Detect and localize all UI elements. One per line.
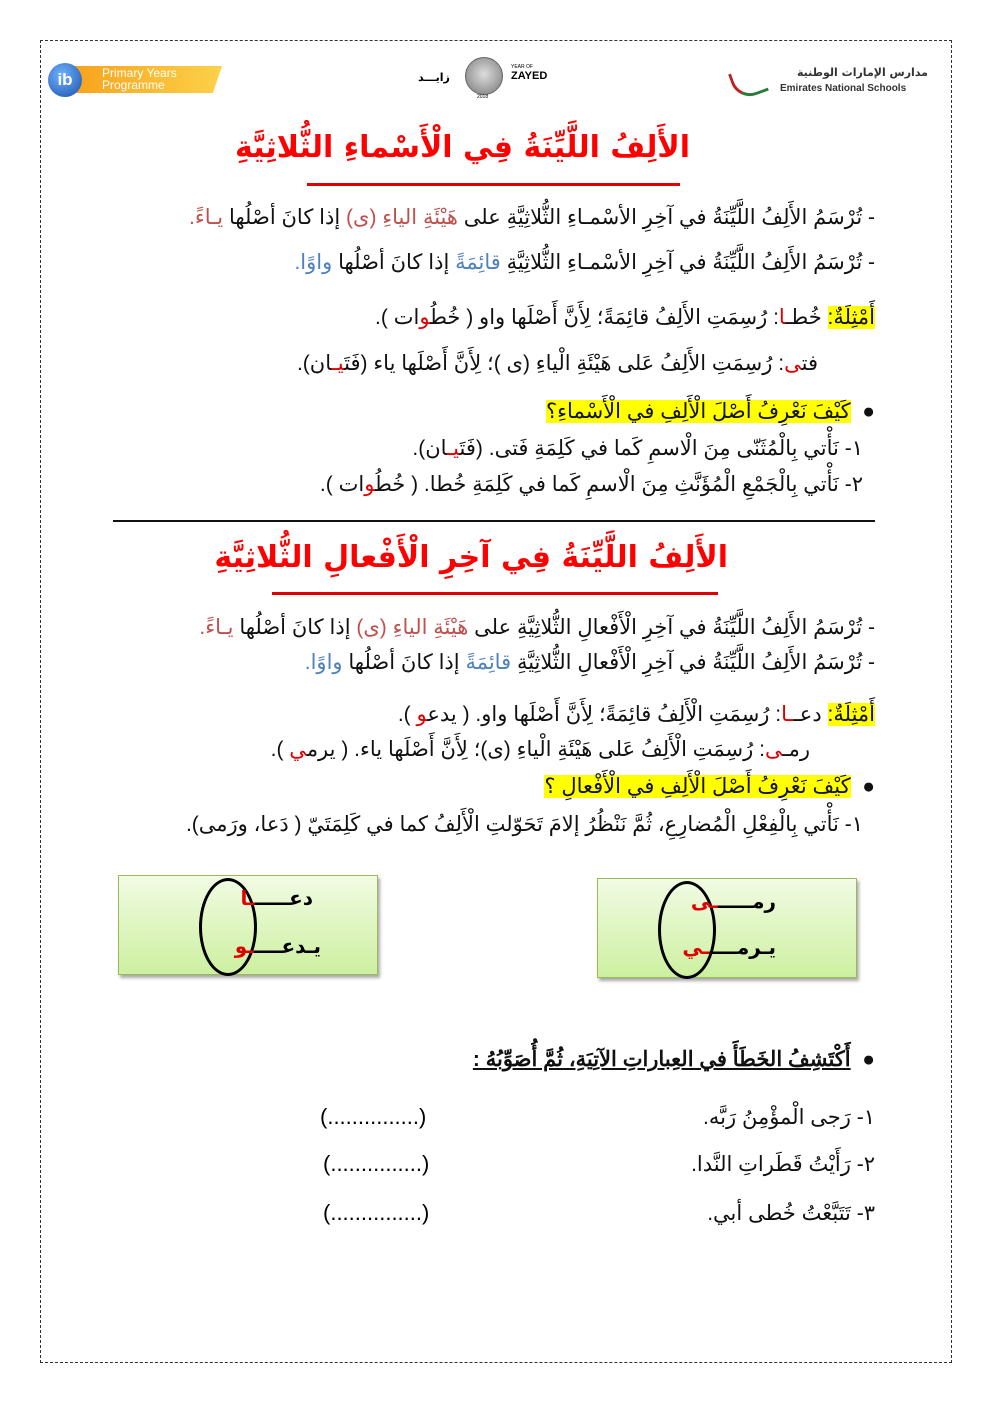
text-segment: ان). bbox=[296, 352, 332, 375]
text-segment: هَيْئَةِ الياءِ (ى) bbox=[346, 206, 458, 229]
text-segment: أَكْتَشِفُ الخَطَأَ في العِباراتِ الآتِيَةِ، ثُمَّ أُصَوِّبُهُ : bbox=[472, 1048, 851, 1071]
text-segment: : رُسِمَتِ الْأَلِفُ عَلى هَيْئَةِ الْياءِ (ى)؛ لِأَنَّ أَصْلَها ياء. ( يرم bbox=[306, 738, 765, 761]
portrait-icon bbox=[465, 57, 503, 95]
exercise-item-3: ٣- تَتَبَّعْتُ خُطى أبي. bbox=[707, 1202, 875, 1225]
zayed-small: YEAR OF bbox=[511, 64, 533, 70]
exercise-item-1: ١- رَجى الْمؤْمِنُ رَبَّه. bbox=[703, 1106, 875, 1129]
text-segment: إذا كانَ أصْلُها bbox=[233, 616, 357, 639]
text-segment: فت bbox=[801, 352, 818, 375]
text-segment: قائِمَةً bbox=[455, 251, 501, 274]
text-segment: ي bbox=[289, 738, 307, 761]
text-segment: كَيْفَ نَعْرِفُ أَصْلَ الْأَلِفِ في الْأَسْماءِ؟ bbox=[546, 400, 851, 423]
text-segment: خُطـ bbox=[785, 306, 828, 329]
text-segment: ان). bbox=[412, 437, 448, 460]
zayed-en: ZAYED bbox=[511, 70, 548, 82]
text-segment: واوًا. bbox=[294, 251, 333, 274]
text-segment: و bbox=[419, 306, 431, 329]
bullet-icon: ● bbox=[850, 400, 875, 423]
exercise-title bbox=[473, 1046, 875, 1074]
text-segment: هَيْئَةِ الياءِ (ى) bbox=[356, 616, 469, 639]
section1-rule2 bbox=[294, 249, 875, 277]
ib-mark-icon: ib bbox=[48, 63, 82, 97]
text-segment: : رُسِمَتِ الْأَلِفُ قائِمَةً؛ لِأَنَّ أَصْلَها واو. ( يدع bbox=[427, 703, 782, 726]
word-yadu bbox=[235, 934, 321, 958]
section2-title: الأَلِفُ اللَّيِّنَةُ فِي آخِرِ الْأَفْعالِ الثُّلاثِيَّةِ bbox=[214, 540, 728, 575]
example-box-daa bbox=[118, 875, 378, 975]
section1-question bbox=[546, 398, 875, 426]
answer-blank-1[interactable]: (...............) bbox=[320, 1104, 427, 1129]
text-segment: - bbox=[862, 616, 875, 639]
text-segment: - bbox=[862, 206, 875, 229]
word-daa bbox=[241, 886, 313, 910]
text-segment: تُرْسَمُ الأَلِفُ اللَّيِّنَةُ في آخِرِ الْأَفْعالِ الثُّلاثِيَّةِ على bbox=[468, 616, 863, 639]
text-segment: ات ). bbox=[375, 306, 420, 329]
text-segment: كَيْفَ نَعْرِفُ أَصْلَ الْأَلِفِ في الْأَفْعالِ ؟ bbox=[544, 775, 851, 798]
text-segment: يـرمــــ bbox=[709, 935, 776, 959]
exercise-item-2: ٢- رَأَيْتُ قَطَراتِ النَّدا. bbox=[691, 1153, 875, 1176]
text-segment: يـدعــــ bbox=[254, 934, 321, 958]
ib-pyp-logo bbox=[48, 63, 226, 97]
section2-rule2 bbox=[305, 649, 875, 677]
section1-way2 bbox=[320, 471, 863, 499]
text-segment: ـا bbox=[781, 703, 794, 726]
section2-example2 bbox=[271, 736, 810, 764]
text-segment: و bbox=[416, 703, 428, 726]
text-segment: ى bbox=[764, 738, 783, 761]
ens-swoosh-icon bbox=[728, 63, 769, 102]
section1-rule1 bbox=[189, 204, 875, 232]
year-of-zayed-logo bbox=[415, 55, 555, 101]
text-segment: تُرْسَمُ الأَلِفُ اللَّيِّنَةُ في آخِرِ الأسْمـاءِ الثُّلاثِيَّةِ bbox=[500, 251, 863, 274]
ens-ar: مدارس الإمارات الوطنية bbox=[797, 66, 928, 79]
text-segment: : رُسِمَتِ الأَلِفُ قائِمَةً؛ لِأَنَّ أَصْلَها واو ( خُطُ bbox=[430, 306, 779, 329]
section2-title-underline bbox=[272, 592, 718, 595]
ens-en: Emirates National Schools bbox=[780, 83, 907, 94]
section2-question bbox=[544, 773, 875, 801]
text-segment: رمـ bbox=[782, 738, 810, 761]
zayed-ar: زايـــد bbox=[418, 71, 450, 84]
section2-way1: ١- نَأْتي بِالْفِعْلِ الْمُضارِعِ، ثُمَّ نَنْظُرُ إلامَ تَحَوّلتِ الْأَلِفُ كما في كَلِمَتَيّ ( دَعا، ورَمى). bbox=[185, 813, 863, 836]
text-segment: يـ bbox=[331, 352, 345, 375]
section2-rule1 bbox=[199, 614, 875, 642]
section-divider bbox=[113, 520, 875, 522]
text-segment: تُرْسَمُ الأَلِفُ اللَّيِّنَةُ في آخِرِ الْأَفْعالِ الثُّلاثِيَّةِ bbox=[511, 651, 863, 674]
text-segment: واوًا. bbox=[304, 651, 343, 674]
text-segment: ى bbox=[784, 352, 802, 375]
text-segment: إذا كانَ أصْلُها bbox=[332, 251, 456, 274]
text-segment: ات ). bbox=[319, 473, 365, 496]
section1-example1 bbox=[375, 304, 875, 332]
text-segment: ). bbox=[270, 738, 290, 761]
ib-line1: Primary Years bbox=[102, 66, 177, 80]
text-segment: إذا كانَ أصْلُها bbox=[342, 651, 466, 674]
example-box-rama bbox=[597, 878, 857, 978]
text-segment: ٢- نَأْتي بِالْجَمْعِ الْمُؤَنَّثِ مِنَ الْاسمِ كَما في كَلِمَةِ خُطا. ( خُطُ bbox=[375, 473, 863, 496]
text-segment: تُرْسَمُ الأَلِفُ اللَّيِّنَةُ في آخِرِ الأسْمـاءِ الثُّلاثِيَّةِ على bbox=[457, 206, 863, 229]
examples-label: أَمْثِلَةٌ: bbox=[827, 306, 875, 329]
text-segment: يـ bbox=[447, 437, 460, 460]
text-segment: ١- نَأْتي بِالْمُثَنّى مِنَ الْاسمِ كَما في كَلِمَةِ فَتى. (فَتَ bbox=[459, 437, 863, 460]
answer-blank-2[interactable]: (...............) bbox=[323, 1151, 430, 1176]
text-segment: ). bbox=[397, 703, 417, 726]
zayed-year: 2018 bbox=[477, 94, 489, 100]
text-segment: يـاءً. bbox=[189, 206, 224, 229]
ens-logo bbox=[732, 62, 932, 98]
section1-way1 bbox=[412, 435, 863, 463]
text-segment: - bbox=[862, 251, 875, 274]
answer-blank-3[interactable]: (...............) bbox=[323, 1200, 430, 1225]
word-rama bbox=[691, 889, 776, 913]
text-segment: دعـــــ bbox=[254, 886, 313, 910]
text-segment: - bbox=[862, 651, 875, 674]
section1-title: الأَلِفُ اللَّيِّنَةُ فِي الْأَسْماءِ الثُّلاثِيَّةِ bbox=[235, 130, 690, 165]
text-segment: يـاءً. bbox=[199, 616, 234, 639]
bullet-icon: ● bbox=[850, 1048, 875, 1071]
text-segment: و bbox=[364, 473, 376, 496]
word-yarmi bbox=[682, 935, 776, 959]
section1-example2 bbox=[297, 350, 818, 378]
ib-line2: Programme bbox=[102, 78, 165, 92]
text-segment: : رُسِمَتِ الأَلِفُ عَلى هَيْئَةِ الْياءِ (ى )؛ لِأَنَّ أَصْلَها ياء (فَتَ bbox=[344, 352, 785, 375]
text-segment: ـو bbox=[234, 934, 255, 958]
text-segment: ـا bbox=[240, 886, 255, 910]
bullet-icon: ● bbox=[850, 775, 875, 798]
text-segment: ـى bbox=[690, 889, 718, 913]
section2-example1 bbox=[398, 701, 875, 729]
section1-title-underline bbox=[307, 183, 680, 186]
text-segment: إذا كانَ أصْلُها bbox=[223, 206, 347, 229]
text-segment: رمـــــ bbox=[717, 889, 776, 913]
text-segment: دعـ bbox=[793, 703, 828, 726]
text-segment: قائِمَةً bbox=[465, 651, 512, 674]
text-segment: ـي bbox=[682, 935, 710, 959]
examples-label: أَمْثِلَةٌ: bbox=[827, 703, 875, 726]
text-segment: ا bbox=[778, 306, 786, 329]
